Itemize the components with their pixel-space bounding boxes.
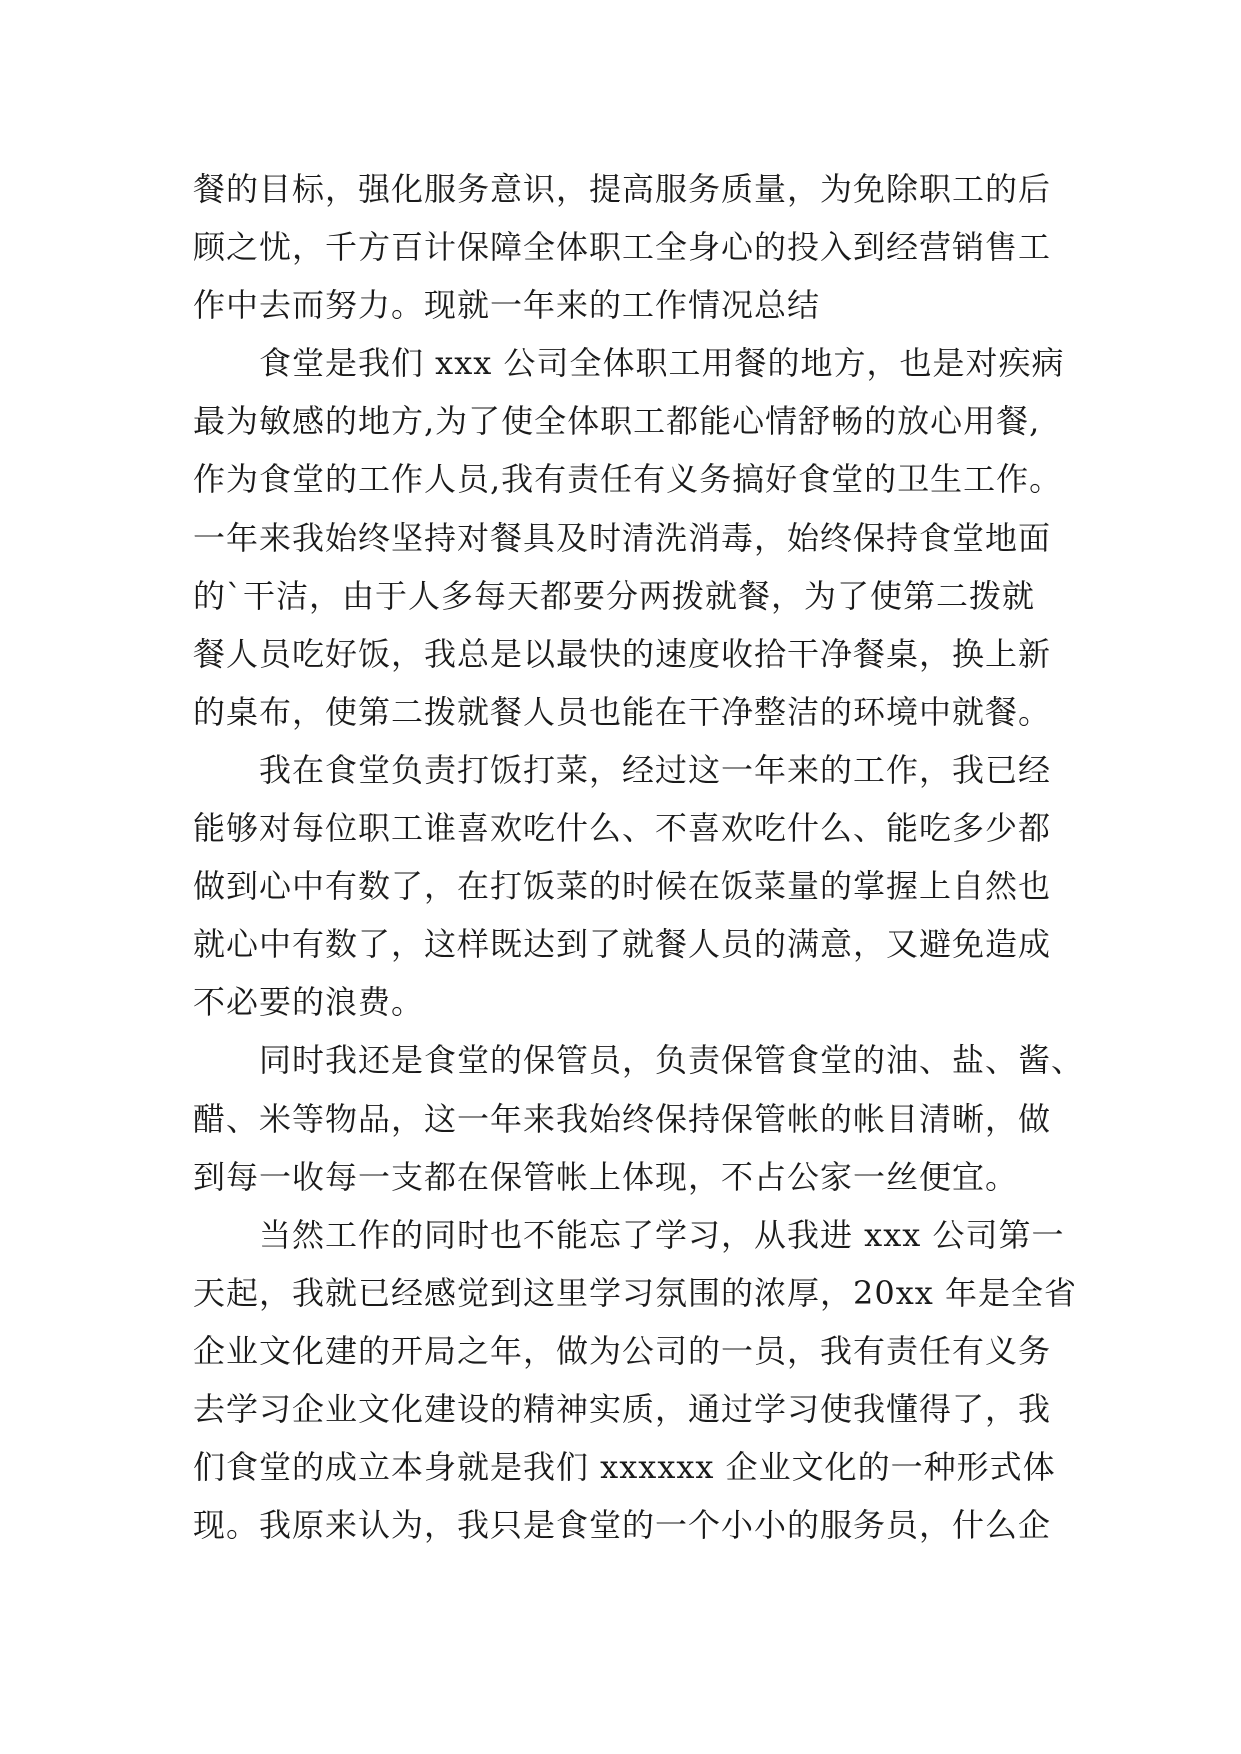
text-line: 餐的目标，强化服务意识，提高服务质量，为免除职工的后 xyxy=(193,170,1052,208)
text-line: 醋、米等物品，这一年来我始终保持保管帐的帐目清晰，做 xyxy=(193,1099,1052,1138)
text-line: 顾之忧，千方百计保障全体职工全身心的投入到经营销售工 xyxy=(193,228,1052,267)
text-line: 能够对每位职工谁喜欢吃什么、不喜欢吃什么、能吃多少都 xyxy=(193,809,1052,848)
body-text xyxy=(193,160,1085,1554)
text-line: 就心中有数了，这样既达到了就餐人员的满意，又避免造成 xyxy=(193,925,1052,964)
text-line: 去学习企业文化建设的精神实质，通过学习使我懂得了，我 xyxy=(193,1389,1052,1428)
text-line: 作中去而努力。现就一年来的工作情况总结 xyxy=(193,286,821,325)
paragraph-first-line: 当然工作的同时也不能忘了学习，从我进 xxx 公司第一 xyxy=(259,1215,1065,1254)
text-line: 到每一收每一支都在保管帐上体现，不占公家一丝便宜。 xyxy=(193,1157,1019,1196)
text-line: 最为敏感的地方,为了使全体职工都能心情舒畅的放心用餐, xyxy=(193,402,1041,441)
text-line: 一年来我始终坚持对餐具及时清洗消毒，始终保持食堂地面 xyxy=(193,518,1052,557)
paragraph-first-line: 同时我还是食堂的保管员，负责保管食堂的油、盐、酱、 xyxy=(259,1041,1085,1080)
text-line: 现。我原来认为，我只是食堂的一个小小的服务员，什么企 xyxy=(193,1506,1052,1545)
text-line: 天起，我就已经感觉到这里学习氛围的浓厚，20xx 年是全省 xyxy=(193,1273,1077,1312)
text-line: 作为食堂的工作人员,我有责任有义务搞好食堂的卫生工作。 xyxy=(193,460,1063,499)
text-line: 企业文化建的开局之年，做为公司的一员，我有责任有义务 xyxy=(193,1331,1052,1370)
text-line: 的`干洁，由于人多每天都要分两拨就餐，为了使第二拨就 xyxy=(193,576,1036,615)
paragraph-first-line: 食堂是我们 xxx 公司全体职工用餐的地方，也是对疾病 xyxy=(259,344,1065,383)
text-line: 做到心中有数了，在打饭菜的时候在饭菜量的掌握上自然也 xyxy=(193,867,1052,906)
text-line: 们食堂的成立本身就是我们 xxxxxx 企业文化的一种形式体 xyxy=(193,1448,1056,1487)
text-line: 餐人员吃好饭，我总是以最快的速度收拾干净餐桌，换上新 xyxy=(193,634,1052,673)
paragraph-first-line: 我在食堂负责打饭打菜，经过这一年来的工作，我已经 xyxy=(259,750,1052,789)
text-line: 的桌布，使第二拨就餐人员也能在干净整洁的环境中就餐。 xyxy=(193,692,1052,731)
text-line: 不必要的浪费。 xyxy=(193,983,425,1022)
